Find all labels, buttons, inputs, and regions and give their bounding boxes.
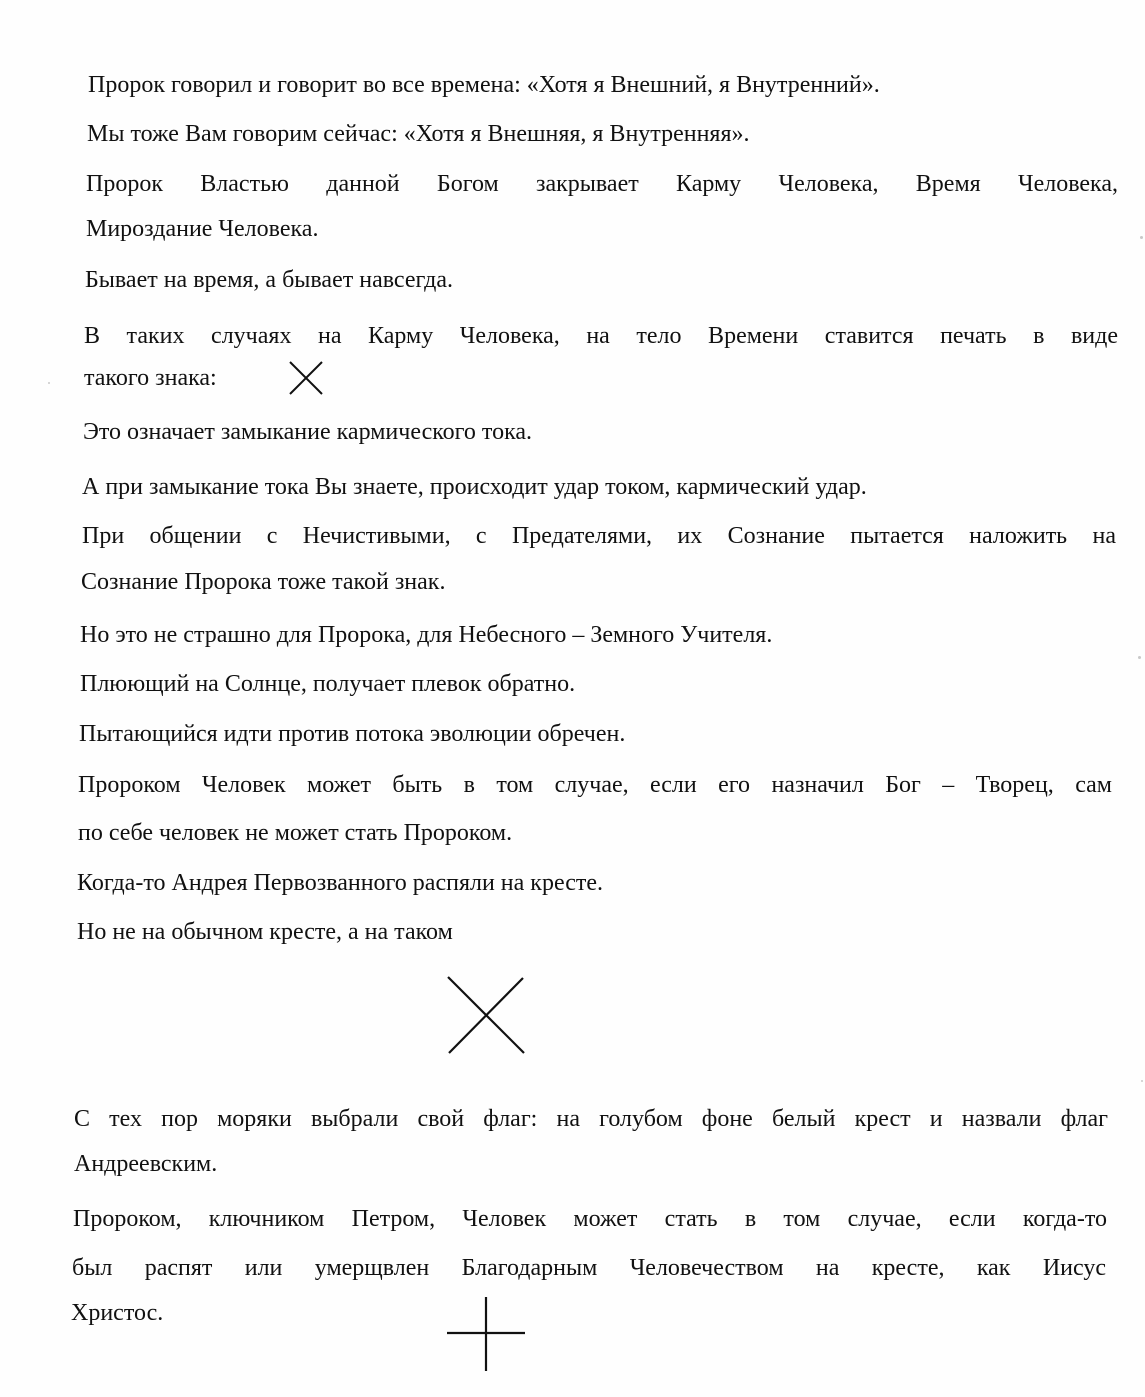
text-line-8: Это означает замыкание кармического тока. — [83, 419, 533, 445]
scan-speck — [48, 382, 50, 384]
plus-cross-icon — [446, 1296, 526, 1372]
text-line-18: Но не на обычном кресте, а на таком — [77, 919, 453, 945]
text-line-6: В таких случаях на Карму Человека, на тело Времени ставится печать в виде — [84, 323, 1118, 349]
text-line-4: Мироздание Человека. — [86, 216, 319, 242]
text-line-21: Пророком, ключником Петром, Человек может стать в том случае, если когда-то — [73, 1206, 1107, 1232]
text-line-1: Пророк говорил и говорит во все времена: «Хотя я Внешний, я Внутренний». — [88, 72, 880, 98]
text-line-15: Пророком Человек может быть в том случае, если его назначил Бог – Творец, сам — [78, 772, 1112, 798]
scan-speck — [1140, 236, 1143, 239]
text-line-19: С тех пор моряки выбрали свой флаг: на голубом фоне белый крест и назвали флаг — [74, 1106, 1108, 1132]
scan-speck — [1141, 1080, 1143, 1082]
text-line-12: Но это не страшно для Пророка, для Небесного – Земного Учителя. — [80, 622, 773, 648]
text-line-10: При общении с Нечистивыми, с Предателями, их Сознание пытается наложить на — [82, 523, 1116, 549]
text-line-16: по себе человек не может стать Пророком. — [78, 820, 513, 846]
text-line-11: Сознание Пророка тоже такой знак. — [81, 569, 446, 595]
text-line-17: Когда-то Андрея Первозванного распяли на кресте. — [77, 870, 604, 896]
text-line-3: Пророк Властью данной Богом закрывает Карму Человека, Время Человека, — [86, 171, 1118, 197]
text-line-14: Пытающийся идти против потока эволюции обречен. — [79, 721, 626, 747]
text-line-22: был распят или умерщвлен Благодарным Человечеством на кресте, как Иисус — [72, 1255, 1106, 1281]
saltire-cross-icon — [447, 976, 525, 1054]
text-line-13: Плюющий на Солнце, получает плевок обратно. — [80, 671, 576, 697]
text-line-23: Христос. — [71, 1300, 164, 1326]
text-line-2: Мы тоже Вам говорим сейчас: «Хотя я Внешняя, я Внутренняя». — [87, 121, 750, 147]
text-line-20: Андреевским. — [74, 1151, 218, 1177]
text-line-9: А при замыкание тока Вы знаете, происходит удар током, кармический удар. — [82, 474, 867, 500]
text-line-7: такого знака: — [84, 365, 217, 391]
text-line-5: Бывает на время, а бывает навсегда. — [85, 267, 454, 293]
x-cross-icon — [288, 360, 324, 396]
scan-speck — [1138, 656, 1141, 659]
